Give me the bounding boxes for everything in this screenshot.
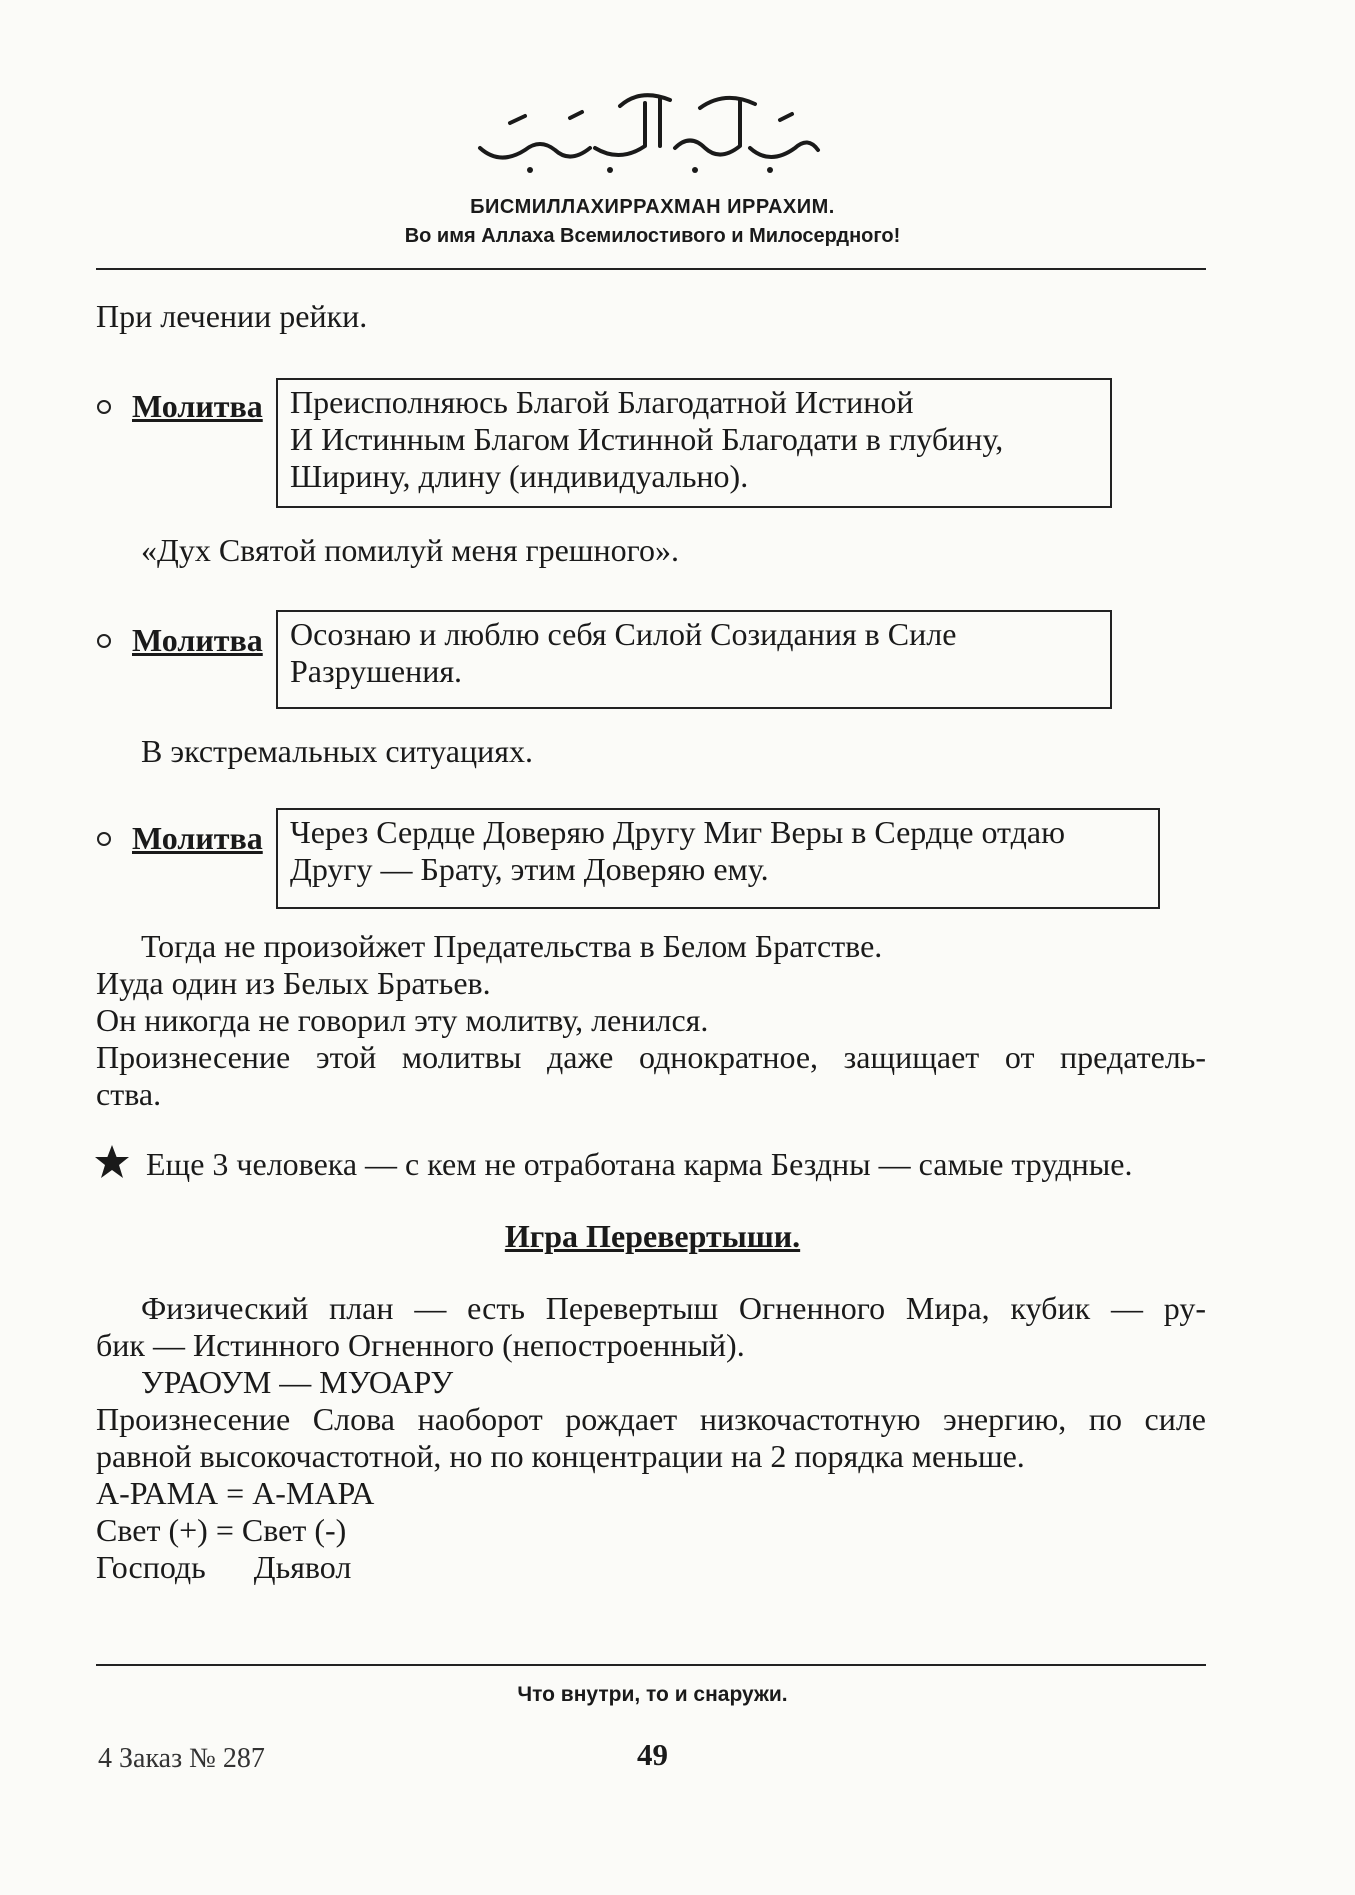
section-line: Произнесение Слова наоборот рождает низкочастотную энергию, по силе [96, 1401, 1206, 1437]
section-line: УРАОУМ — МУОАРУ [141, 1364, 454, 1400]
prayer-line: Осознаю и люблю себя Силой Созидания в Силе [290, 616, 957, 652]
prayer-line: Другу — Брату, этим Доверяю ему. [290, 851, 769, 887]
paragraph-1 [96, 928, 1206, 1113]
star-icon-glyph [94, 1144, 130, 1180]
basmala-calligraphy-drawing [470, 78, 830, 178]
footer-divider [96, 1664, 1206, 1666]
basmala-calligraphy [470, 78, 830, 178]
quote-line: «Дух Святой помилуй меня грешного». [141, 532, 679, 568]
bullet-circle-icon [97, 832, 111, 846]
paragraph-line: Иуда один из Белых Братьев. [96, 965, 491, 1001]
section-body [96, 1290, 1206, 1586]
section-line: бик — Истинного Огненного (непостроенный). [96, 1327, 745, 1363]
paragraph-line: Тогда не произойжет Предательства в Белом Братстве. [141, 928, 883, 964]
bullet-circle-icon [97, 400, 111, 414]
section-line: равной высокочастотной, но по концентрации на 2 порядка меньше. [96, 1438, 1025, 1474]
section-line: А-РАМА = А-МАРА [96, 1475, 375, 1511]
prayer-line: Ширину, длину (индивидуально). [290, 458, 749, 494]
situation-line: В экстремальных ситуациях. [141, 733, 533, 769]
prayer-box [276, 808, 1160, 909]
section-title: Игра Перевертыши. [504, 1218, 801, 1254]
prayer-box [276, 378, 1112, 508]
footer-motto: Что внутри, то и снаружи. [517, 1683, 788, 1706]
header-divider [96, 268, 1206, 270]
prayer-line: И Истинным Благом Истинной Благодати в глубину, [290, 421, 1004, 457]
prayer-box [276, 610, 1112, 709]
prayer-line: Преисполняюсь Благой Благодатной Истиной [290, 384, 914, 420]
paragraph-line: Он никогда не говорил эту молитву, ленился. [96, 1002, 709, 1038]
intro-line: При лечении рейки. [96, 298, 368, 334]
order-note: 4 Заказ № 287 [98, 1743, 265, 1774]
section-line: Господь Дьявол [96, 1549, 352, 1585]
prayer-label: Молитва [132, 388, 263, 424]
header-title: БИСМИЛЛАХИРРАХМАН ИРРАХИМ. [470, 196, 835, 218]
prayer-label: Молитва [132, 820, 263, 856]
bullet-circle-icon [97, 634, 111, 648]
section-line: Физический план — есть Перевертыш Огненного Мира, кубик — ру- [141, 1290, 1206, 1326]
prayer-line: Разрушения. [290, 653, 463, 689]
page-number: 49 [637, 1737, 668, 1772]
section-line: Свет (+) = Свет (-) [96, 1512, 347, 1548]
star-note: Еще 3 человека — с кем не отработана карма Бездны — самые трудные. [146, 1146, 1133, 1182]
header-subtitle: Во имя Аллаха Всемилостивого и Милосердного! [404, 225, 901, 247]
prayer-line: Через Сердце Доверяю Другу Миг Веры в Сердце отдаю [290, 814, 1065, 850]
prayer-label: Молитва [132, 622, 263, 658]
paragraph-line: Произнесение этой молитвы даже однократное, защищает от предатель- [96, 1039, 1206, 1075]
paragraph-line: ства. [96, 1076, 162, 1112]
star-icon [94, 1144, 130, 1180]
